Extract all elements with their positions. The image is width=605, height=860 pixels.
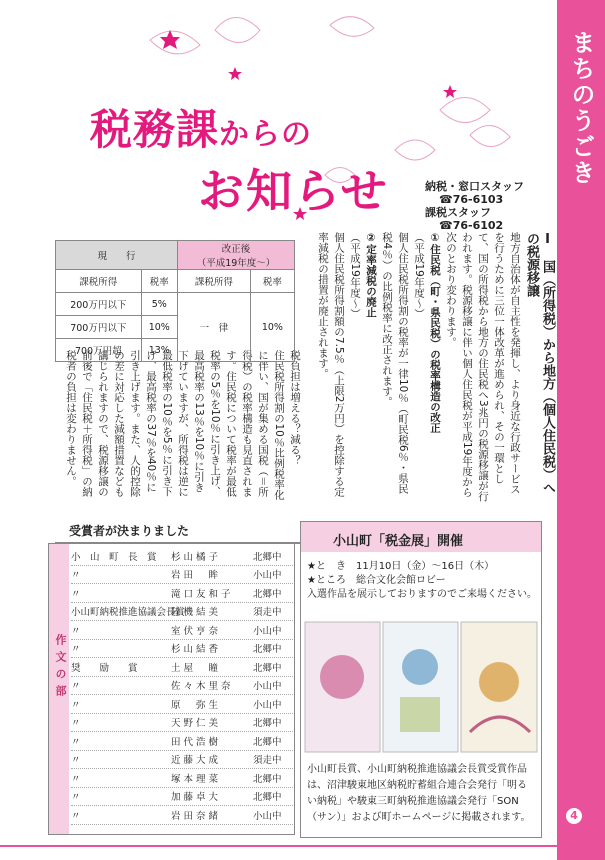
exhibit-note: 入選作品を展示しておりますのでご来場ください。 (307, 589, 537, 600)
award-prize: 〃 (71, 644, 81, 656)
award-name: 岩田奈緒 (171, 810, 222, 822)
award-row (71, 677, 293, 696)
row3-rate: 13% (141, 339, 178, 362)
title-line2: お知らせ (198, 164, 389, 218)
award-row (71, 584, 293, 603)
award-name: 室伏亨奈 (171, 625, 222, 637)
award-school: 小山中 (253, 570, 282, 582)
award-school: 北郷中 (253, 792, 282, 804)
question-body: 住民税所得割の10％比例税率化に伴い、国が集める国税（＝所得税）の税率構造も見直されます。住民税について税率が最低税率の5％を10％に引き上げ、最高税率の13％を10％に引き下げていますが、所得税は逆に最低税率の10％を5％に引き下げ、最高税率の37％を40％に引き上げます。また、人的控除の差に対応した減額措置なども講じられますので、税源移譲の前後で「住民税＋所得税」の納税者の負担は変わりません。 (65, 350, 285, 500)
col-rate-current: 税率 (141, 270, 178, 293)
award-prize: 小山町納税推進協議会長賞 (71, 607, 186, 619)
contact-label-1: 納税・窓口スタッフ (425, 180, 524, 193)
award-school: 北郷中 (253, 773, 282, 785)
current-header: 現 行 (56, 241, 178, 270)
award-prize: 〃 (71, 625, 81, 637)
award-name: 滝口友和子 (171, 588, 234, 600)
revised-rate: 10% (250, 293, 294, 362)
award-prize: 奨 励 賞 (71, 662, 138, 674)
award-name: 杉山結香 (171, 644, 222, 656)
exhibit-artwork-images (305, 622, 537, 752)
award-row (71, 640, 293, 659)
awards-category: 作文の部 (54, 634, 67, 702)
award-school: 小山中 (253, 810, 282, 822)
contact-phone-2: ☎76-6102 (439, 219, 504, 232)
award-prize: 〃 (71, 792, 81, 804)
page-number: 4 (566, 808, 582, 824)
bottom-rule (0, 845, 557, 847)
award-name: 天野仁美 (171, 718, 222, 730)
award-school: 北郷中 (253, 662, 282, 674)
revised-income: 一 律 (178, 293, 251, 362)
award-prize: 〃 (71, 718, 81, 730)
award-prize: 〃 (71, 755, 81, 767)
award-name: 陸機結美 (171, 607, 222, 619)
award-name: 田代浩樹 (171, 736, 222, 748)
contact-phone-1: ☎76-6103 (439, 193, 504, 206)
award-row (71, 695, 293, 714)
award-name: 岩田 眸 (171, 570, 222, 582)
award-prize: 〃 (71, 773, 81, 785)
artwork-2 (383, 622, 458, 752)
award-name: 塚本理菜 (171, 773, 222, 785)
award-row (71, 658, 293, 677)
award-school: 北郷中 (253, 644, 282, 656)
exhibit-footer: 小山町長賞、小山町納税推進協議会長賞受賞作品は、沼津駿東地区納税貯蓄組合連合会発行「明るい納税」や駿東三町納税推進協議会発行「SON（サン）」および町ホームページに掲載されます。 (307, 764, 531, 823)
revised-header (178, 241, 295, 270)
revised-header-label: 改正後 (221, 244, 251, 255)
col-income-revised: 課税所得 (178, 270, 251, 293)
title-line1 (90, 97, 312, 157)
award-prize: 〃 (71, 588, 81, 600)
awards-box (48, 543, 295, 835)
row2-income: 700万円以下 (56, 316, 142, 339)
item1-year: （平成19年度～） (413, 232, 425, 319)
award-school: 北郷中 (253, 718, 282, 730)
revised-header-sub: （平成19年度～） (196, 258, 276, 269)
tax-rate-table (55, 240, 295, 362)
award-name: 加藤卓大 (171, 792, 222, 804)
award-row (71, 603, 293, 622)
award-school: 北郷中 (253, 551, 282, 563)
awards-heading: 受賞者が決まりました (55, 522, 304, 544)
award-name: 土屋 瞳 (171, 662, 222, 674)
article-main (300, 232, 555, 502)
contact-box (425, 180, 535, 232)
award-name: 近藤大成 (171, 755, 222, 767)
awards-category-band (49, 544, 69, 834)
award-school: 須走中 (253, 755, 282, 767)
award-row (71, 714, 293, 733)
question-title: 税負担は増える？減る？ (289, 350, 301, 466)
item2-title: ②定率減税の廃止 (365, 232, 377, 318)
exhibit-box (300, 521, 542, 838)
award-school: 小山中 (253, 699, 282, 711)
col-income-current: 課税所得 (56, 270, 142, 293)
item1-title: ①住民税（町・県民税）の税率構造の改正 (429, 232, 441, 433)
award-school: 北郷中 (253, 588, 282, 600)
award-prize: 〃 (71, 810, 81, 822)
exhibit-place: ★ところ 総合文化会館ロビー (307, 575, 446, 586)
award-school: 須走中 (253, 607, 282, 619)
row3-income: 700万円超 (56, 339, 142, 362)
award-row (71, 732, 293, 751)
award-row (71, 621, 293, 640)
award-school: 小山中 (253, 625, 282, 637)
row2-rate: 10% (141, 316, 178, 339)
exhibit-title: 小山町「税金展」開催 (333, 534, 464, 549)
item2-year: （平成19年度～） (349, 232, 361, 319)
exhibit-date: ★と き 11月10日（金）～16日（木） (307, 561, 495, 572)
award-row (71, 566, 293, 585)
contact-label-2: 課税スタッフ (425, 206, 491, 219)
award-prize: 小 山 町 長 賞 (71, 551, 157, 563)
title-particle: からの (219, 117, 313, 152)
award-prize: 〃 (71, 699, 81, 711)
award-name: 原 弥生 (171, 699, 222, 711)
exhibit-info (307, 560, 537, 602)
title-main: 税務課 (90, 105, 220, 154)
award-row (71, 751, 293, 770)
award-row (71, 788, 293, 807)
award-school: 北郷中 (253, 736, 282, 748)
col-rate-revised: 税率 (250, 270, 294, 293)
award-prize: 〃 (71, 736, 81, 748)
award-prize: 〃 (71, 681, 81, 693)
award-name: 杉山橘子 (171, 551, 222, 563)
award-row (71, 806, 293, 825)
award-prize: 〃 (71, 570, 81, 582)
row1-rate: 5% (141, 293, 178, 316)
award-school: 小山中 (253, 681, 282, 693)
side-tab-label: まちのうごき (567, 30, 595, 186)
article-question (50, 350, 303, 500)
article-heading: Ⅰ 国（所得税）から地方（個人住民税）への税源移譲 (524, 232, 555, 494)
item2-body: 個人住民税所得割額の7.5％（上限2万円）を控除する定率減税の措置が廃止されます。 (317, 232, 345, 497)
awards-list (71, 547, 293, 825)
award-row (71, 547, 293, 566)
item1-body: 個人住民税所得割の税率が一律10％（町民税6％・県民税4％）の比例税率に改正されます。 (381, 232, 409, 494)
award-name: 佐々木里奈 (171, 681, 234, 693)
row1-income: 200万円以下 (56, 293, 142, 316)
article-intro: 地方自治体が自主性を発揮し、より身近な行政サービスを行うために三位一体改革が進められ、その一環として、国の所得税から地方の住民税へ3兆円の税源移譲が行われます。税源移譲に伴い個人住民税が平成19年度から次のとおり変わります。 (445, 232, 521, 502)
award-row (71, 769, 293, 788)
